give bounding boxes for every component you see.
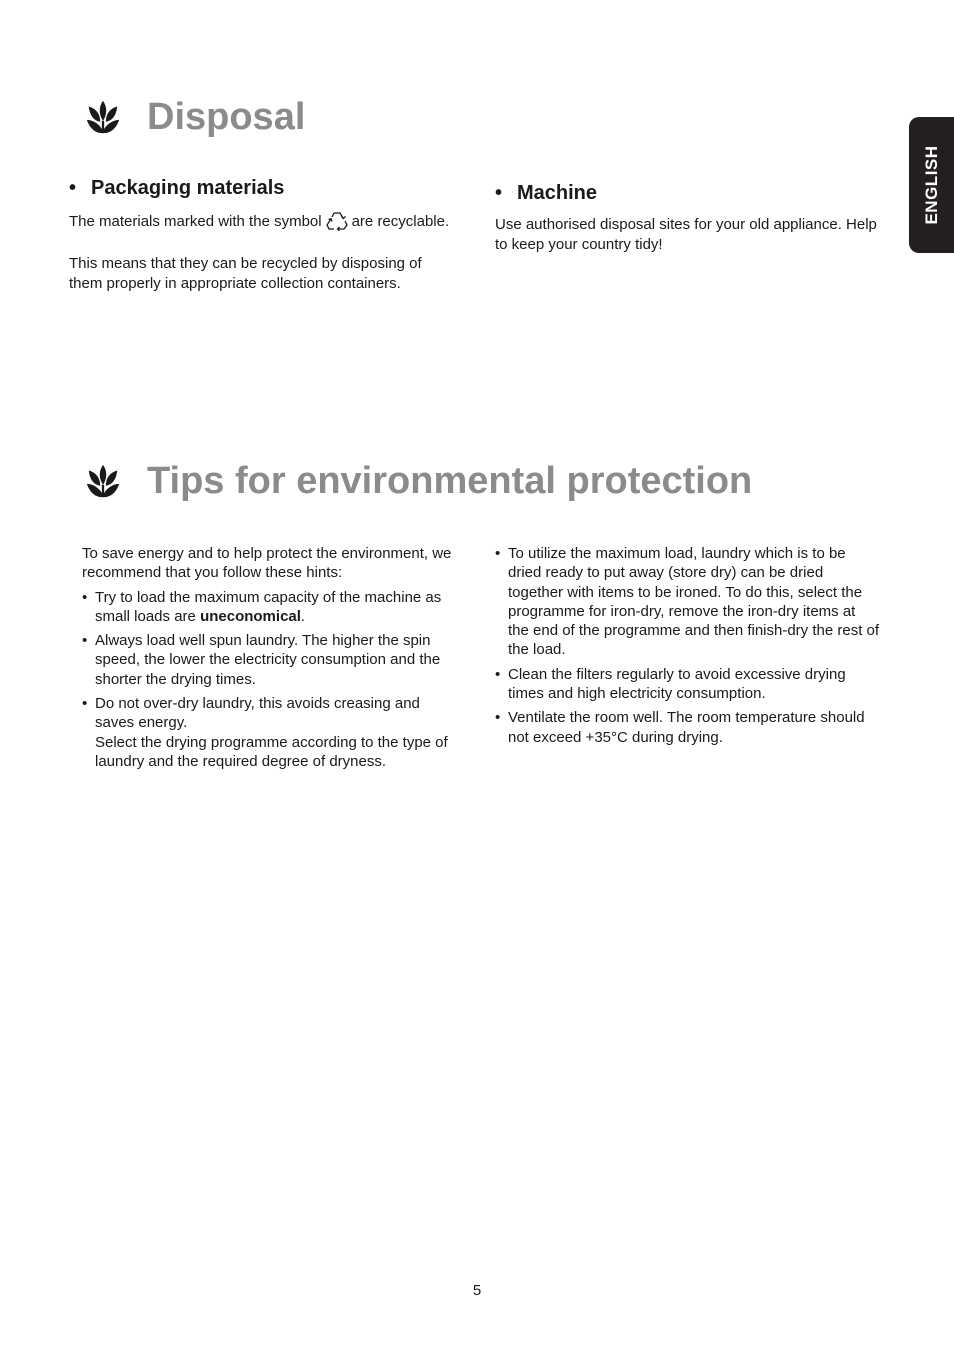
bullet-icon: •: [69, 177, 77, 199]
packaging-text-2: This means that they can be recycled by disposing of them properly in appropriate collection containers.: [69, 255, 422, 292]
tips-heading: [84, 462, 752, 500]
tip-item-over-dry: [82, 694, 462, 771]
packaging-heading-label: Packaging materials: [91, 177, 285, 199]
language-tab: [909, 117, 954, 253]
tip-item-1-before: Try to load the maximum capacity of the machine as small loads are: [95, 588, 442, 625]
tip-item-clean-filters: • Clean the filters regularly to avoid excessive drying times and high electricity consumption.: [495, 665, 880, 704]
tip-item-1-bold: uneconomical: [200, 607, 301, 625]
disposal-heading: [84, 98, 305, 136]
tip-item-3-line-1: Do not over-dry laundry, this avoids creasing and saves energy.: [95, 695, 420, 732]
flower-icon: [84, 462, 122, 500]
language-tab-label: ENGLISH: [921, 145, 941, 225]
tips-title: Tips for environmental protection: [147, 460, 753, 502]
packaging-text-1-after: are recyclable.: [351, 213, 450, 230]
machine-text: Use authorised disposal sites for your old appliance. Help to keep your country tidy!: [495, 216, 877, 253]
tips-list-left: [82, 588, 462, 772]
tips-right-column: [495, 544, 880, 752]
disposal-title: Disposal: [147, 96, 306, 138]
machine-heading: [495, 182, 597, 205]
tip-item-ventilate: • Ventilate the room well. The room temperature should not exceed +35°C during drying.: [495, 708, 880, 747]
tip-item-1-after: .: [300, 607, 306, 625]
packaging-text-1: [69, 211, 459, 232]
bullet-icon: •: [495, 182, 503, 204]
tips-intro: To save energy and to help protect the environment, we recommend that you follow these hints:: [82, 545, 452, 582]
tip-item-load-capacity: [82, 588, 462, 627]
recycle-icon: [326, 211, 348, 231]
tips-list-right: [495, 544, 880, 747]
tip-item-maximum-load: • To utilize the maximum load, laundry which is to be dried ready to put away (store dry) can be dried together with items to be ironed. To do this, select the programme for iron-dry, remove the iron-dry items at the end of the programme and then finish-dry the rest of the load.: [495, 544, 880, 660]
machine-heading-label: Machine: [517, 182, 598, 204]
packaging-heading: [69, 177, 284, 200]
tip-item-spun-laundry: • Always load well spun laundry. The higher the spin speed, the lower the electricity consumption and the shorter the drying times.: [82, 631, 462, 689]
page-number: 5: [472, 1282, 482, 1299]
tips-left-column: [82, 544, 462, 776]
packaging-text-1-before: The materials marked with the symbol: [69, 213, 322, 230]
flower-icon: [84, 98, 122, 136]
tip-item-3-line-2: Select the drying programme according to the type of laundry and the required degree of dryness.: [95, 733, 448, 770]
